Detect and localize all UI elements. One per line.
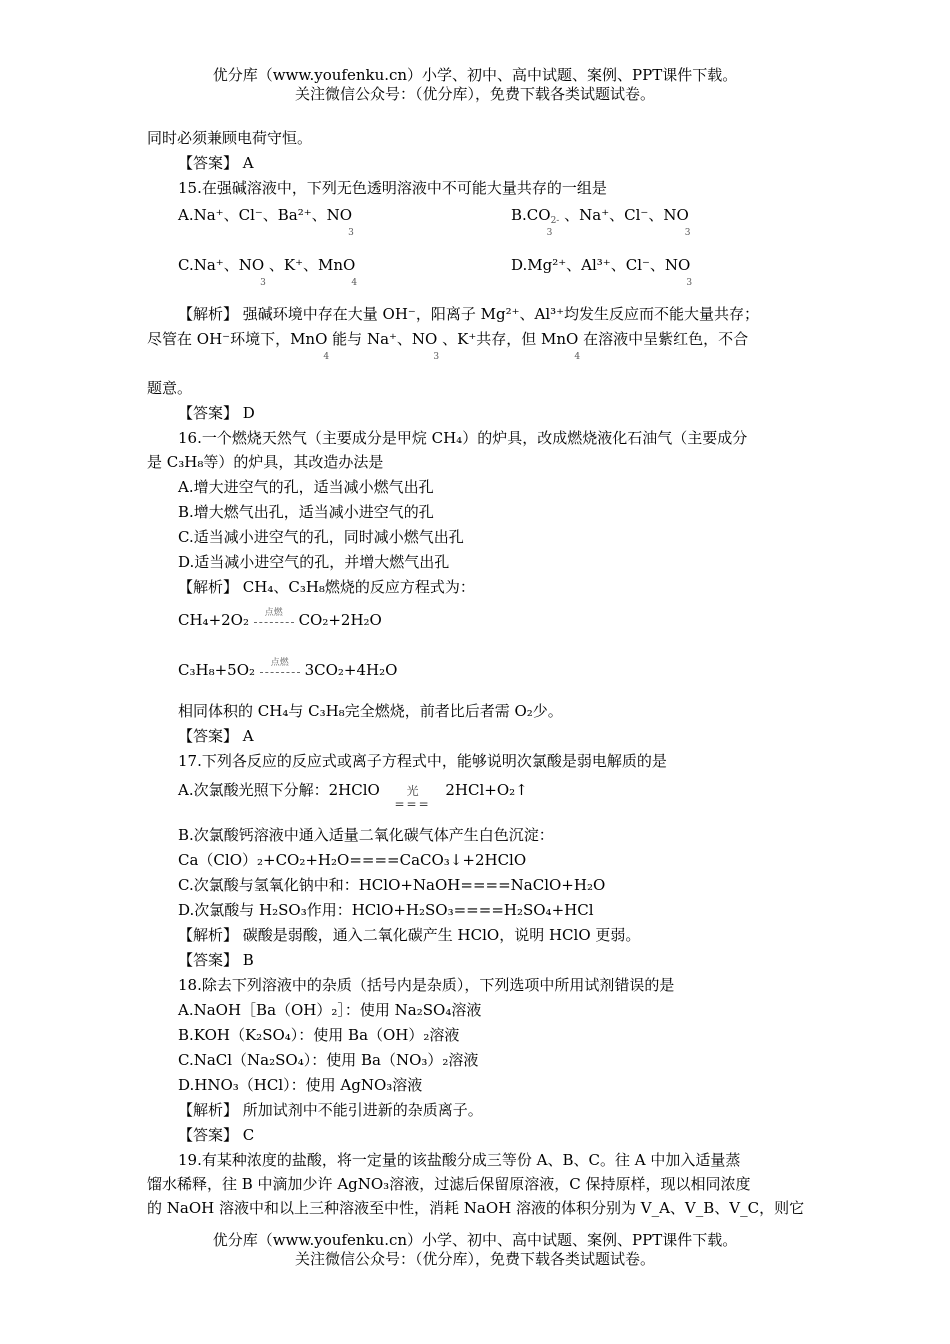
q15-analysis-1: 【解析】 强碱环境中存在大量 OH⁻，阳离子 Mg²⁺、Al³⁺均发生反应而不能大量共存； — [178, 305, 760, 323]
q18-option-c: C.NaCl（Na₂SO₄）：使用 Ba（NO₃）₂溶液 — [178, 1051, 479, 1069]
q19-line-2: 馏水稀释，往 B 中滴加少许 AgNO₃溶液，过滤后保留原溶液，C 保持原样，现以相同浓度 — [147, 1175, 751, 1193]
q16-analysis: 【解析】 CH₄、C₃H₈燃烧的反应方程式为： — [178, 578, 475, 596]
q15-option-b: B.CO 3 $_{2-}$ 、Na⁺、Cl⁻、NO 3 — [511, 206, 691, 238]
q19-line-1: 19.有某种浓度的盐酸，将一定量的该盐酸分成三等份 A、B、C。往 A 中加入适量蒸 — [178, 1151, 741, 1169]
q16-stem-1: 16.一个燃烧天然气（主要成分是甲烷 CH₄）的炉具，改成燃烧液化石油气（主要成分 — [178, 429, 748, 447]
q17-option-b: B.次氯酸钙溶液中通入适量二氧化碳气体产生白色沉淀： — [178, 826, 554, 844]
q16-conclusion: 相同体积的 CH₄与 C₃H₈完全燃烧，前者比后者需 O₂少。 — [178, 702, 563, 720]
q17-option-b-equation: Ca（ClO）₂+CO₂+H₂O====CaCO₃↓+2HClO — [178, 851, 527, 869]
q18-analysis: 【解析】 所加试剂中不能引进新的杂质离子。 — [178, 1101, 483, 1119]
q15-answer: 【答案】 D — [178, 404, 255, 422]
footer-line-1: 优分库（www.youfenku.cn）小学、初中、高中试题、案例、PPT课件下载。 — [212, 1231, 738, 1249]
q15-stem: 15.在强碱溶液中，下列无色透明溶液中不可能大量共存的一组是 — [178, 179, 607, 197]
q17-analysis: 【解析】 碳酸是弱酸，通入二氧化碳产生 HClO，说明 HClO 更弱。 — [178, 926, 641, 944]
q16-equation-1: CH₄+2O₂ 点燃 CO₂+2H₂O — [178, 607, 382, 629]
page-footer — [0, 1231, 950, 1269]
q17-answer: 【答案】 B — [178, 951, 254, 969]
reaction-arrow-icon: 点燃 — [254, 620, 294, 623]
q16-option-c: C.适当减小进空气的孔，同时减小燃气出孔 — [178, 528, 464, 546]
q17-option-d: D.次氯酸与 H₂SO₃作用：HClO+H₂SO₃====H₂SO₄+HCl — [178, 901, 594, 919]
q17-option-c: C.次氯酸与氢氧化钠中和：HClO+NaOH====NaClO+H₂O — [178, 876, 606, 894]
q17-option-a: A.次氯酸光照下分解：2HClO 光 === 2HCl+O₂↑ — [178, 781, 528, 811]
q18-answer: 【答案】 C — [178, 1126, 255, 1144]
header-line-1: 优分库（www.youfenku.cn）小学、初中、高中试题、案例、PPT课件下载。 — [212, 66, 738, 84]
q19-line-3: 的 NaOH 溶液中和以上三种溶液至中性，消耗 NaOH 溶液的体积分别为 V_A、V_B、V_C，则它 — [147, 1199, 805, 1217]
q16-option-a: A.增大进空气的孔，适当减小燃气出孔 — [178, 478, 434, 496]
q14-tail: 同时必须兼顾电荷守恒。 — [147, 129, 313, 147]
q15-analysis-3: 题意。 — [147, 379, 193, 397]
q18-stem: 18.除去下列溶液中的杂质（括号内是杂质），下列选项中所用试剂错误的是 — [178, 976, 675, 994]
q16-answer: 【答案】 A — [178, 727, 254, 745]
header-line-2: 关注微信公众号：（优分库），免费下载各类试题试卷。 — [294, 85, 655, 103]
q18-option-a: A.NaOH［Ba（OH）₂］：使用 Na₂SO₄溶液 — [178, 1001, 482, 1019]
q18-option-b: B.KOH（K₂SO₄）：使用 Ba（OH）₂溶液 — [178, 1026, 460, 1044]
q16-equation-2: C₃H₈+5O₂ 点燃 3CO₂+4H₂O — [178, 657, 398, 679]
q16-option-b: B.增大燃气出孔，适当减小进空气的孔 — [178, 503, 434, 521]
q16-option-d: D.适当减小进空气的孔，并增大燃气出孔 — [178, 553, 450, 571]
reaction-arrow-icon: 点燃 — [260, 670, 300, 673]
q15-option-c: C.Na⁺、NO 3 、K⁺、MnO 4 — [178, 256, 358, 288]
q15-a-text: A.Na⁺、Cl⁻、Ba²⁺、NO 3 — [178, 206, 354, 238]
q15-option-a — [178, 206, 354, 238]
page-header — [0, 66, 950, 104]
q14-answer: 【答案】 A — [178, 154, 254, 172]
q17-stem: 17.下列各反应的反应式或离子方程式中，能够说明次氯酸是弱电解质的是 — [178, 752, 667, 770]
q15-option-d: D.Mg²⁺、Al³⁺、Cl⁻、NO 3 — [511, 256, 693, 288]
q15-analysis-2: 尽管在 OH⁻环境下，MnO 4 能与 Na⁺、NO 3 、K⁺共存，但 MnO 4 在溶液中呈紫红色，不合 — [147, 330, 749, 362]
q16-stem-2: 是 C₃H₈等）的炉具，其改造办法是 — [147, 453, 384, 471]
footer-line-2: 关注微信公众号：（优分库），免费下载各类试题试卷。 — [294, 1250, 655, 1268]
q18-option-d: D.HNO₃（HCl）：使用 AgNO₃溶液 — [178, 1076, 423, 1094]
light-condition: 光 === — [394, 784, 431, 811]
